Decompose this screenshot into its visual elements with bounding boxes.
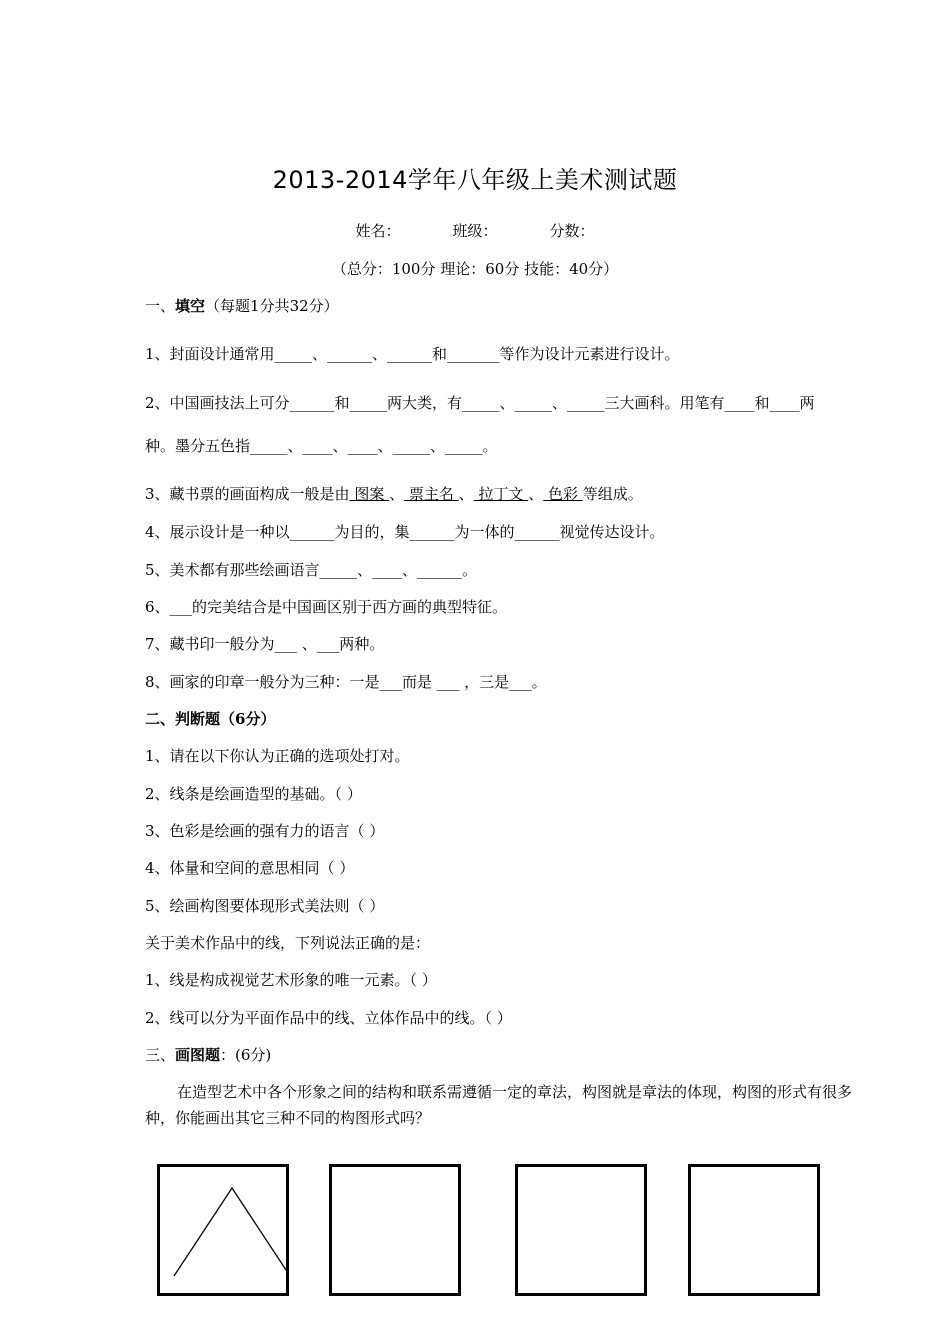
page-title: 2013-2014学年八年级上美术测试题 <box>272 166 678 194</box>
section3-heading <box>145 1045 865 1065</box>
question-1-6: 6、___的完美结合是中国画区别于西方画的典型特征。 <box>145 598 508 616</box>
question-1-1: 1、封面设计通常用_____、______、______和_______等作为设计元素进行设计。 <box>145 345 680 363</box>
q3-suffix: 等组成。 <box>582 485 643 503</box>
drawing-box[interactable] <box>515 1164 647 1296</box>
judge-sub-item: 1、线是构成视觉艺术形象的唯一元素。（ ） <box>145 971 437 989</box>
name-label: 姓名： <box>355 222 401 240</box>
score-label: 分数： <box>549 222 595 240</box>
section1-note: （每题1分共32分） <box>205 297 339 315</box>
section1-number: 一、 <box>145 297 176 315</box>
q3-prefix: 3、藏书票的画面构成一般是由 <box>145 485 350 503</box>
judge-item: 3、色彩是绘画的强有力的语言（ ） <box>145 822 385 840</box>
class-label: 班级： <box>452 222 498 240</box>
judge-item: 4、体量和空间的意思相同（ ） <box>145 859 355 877</box>
drawing-box-example <box>157 1164 289 1296</box>
q3-separator: 、 <box>458 485 474 503</box>
judge-sub-item: 2、线可以分为平面作品中的线、立体作品中的线。（ ） <box>145 1009 512 1027</box>
q3-answer-4: 色彩 <box>543 485 583 503</box>
q3-answer-2: 票主名 <box>404 485 459 503</box>
q3-answer-1: 图案 <box>349 485 390 503</box>
drawing-box[interactable] <box>688 1164 820 1296</box>
question-1-7: 7、藏书印一般分为___ 、___两种。 <box>145 635 385 653</box>
question-1-8: 8、画家的印章一般分为三种：一是___而是 ___ ，三是___。 <box>145 673 547 691</box>
section2-sub-intro: 关于美术作品中的线，下列说法正确的是： <box>145 934 431 952</box>
question-1-4: 4、展示设计是一种以______为目的，集______为一体的______视觉传达设计。 <box>145 523 665 541</box>
question-1-2-line2: 种。墨分五色指_____、____、____、_____、_____。 <box>145 437 498 455</box>
q3-separator: 、 <box>528 485 544 503</box>
section2-heading: 二、判断题（6分） <box>145 710 276 728</box>
question-1-5: 5、美术都有那些绘画语言_____、____、______。 <box>145 561 478 579</box>
section3-title: 画图题 <box>175 1046 221 1064</box>
question-1-2-line1: 2、中国画技法上可分______和_____两大类，有_____、_____、_____三大画科。用笔有____和____两 <box>145 394 815 412</box>
section1-title: 填空 <box>175 297 206 315</box>
triangle-composition-sketch <box>160 1167 286 1293</box>
section3-number: 三、 <box>145 1046 176 1064</box>
section3-body: 在造型艺术中各个形象之间的结构和联系需遵循一定的章法，构图就是章法的体现，构图的形式有很多种，你能画出其它三种不同的构图形式吗？ <box>145 1083 853 1127</box>
question-1-3 <box>145 484 865 504</box>
student-info-row <box>0 220 950 241</box>
section1-heading <box>145 296 865 316</box>
judge-item: 5、绘画构图要体现形式美法则（ ） <box>145 897 385 915</box>
q3-separator: 、 <box>389 485 405 503</box>
drawing-box[interactable] <box>329 1164 461 1296</box>
score-note: （总分：100分 理论：60分 技能：40分） <box>331 260 619 278</box>
section3-note: ：(6分) <box>220 1046 272 1064</box>
judge-item: 2、线条是绘画造型的基础。（ ） <box>145 785 362 803</box>
q3-answer-3: 拉丁文 <box>473 485 529 503</box>
section2-intro: 1、请在以下你认为正确的选项处打对。 <box>145 747 410 765</box>
